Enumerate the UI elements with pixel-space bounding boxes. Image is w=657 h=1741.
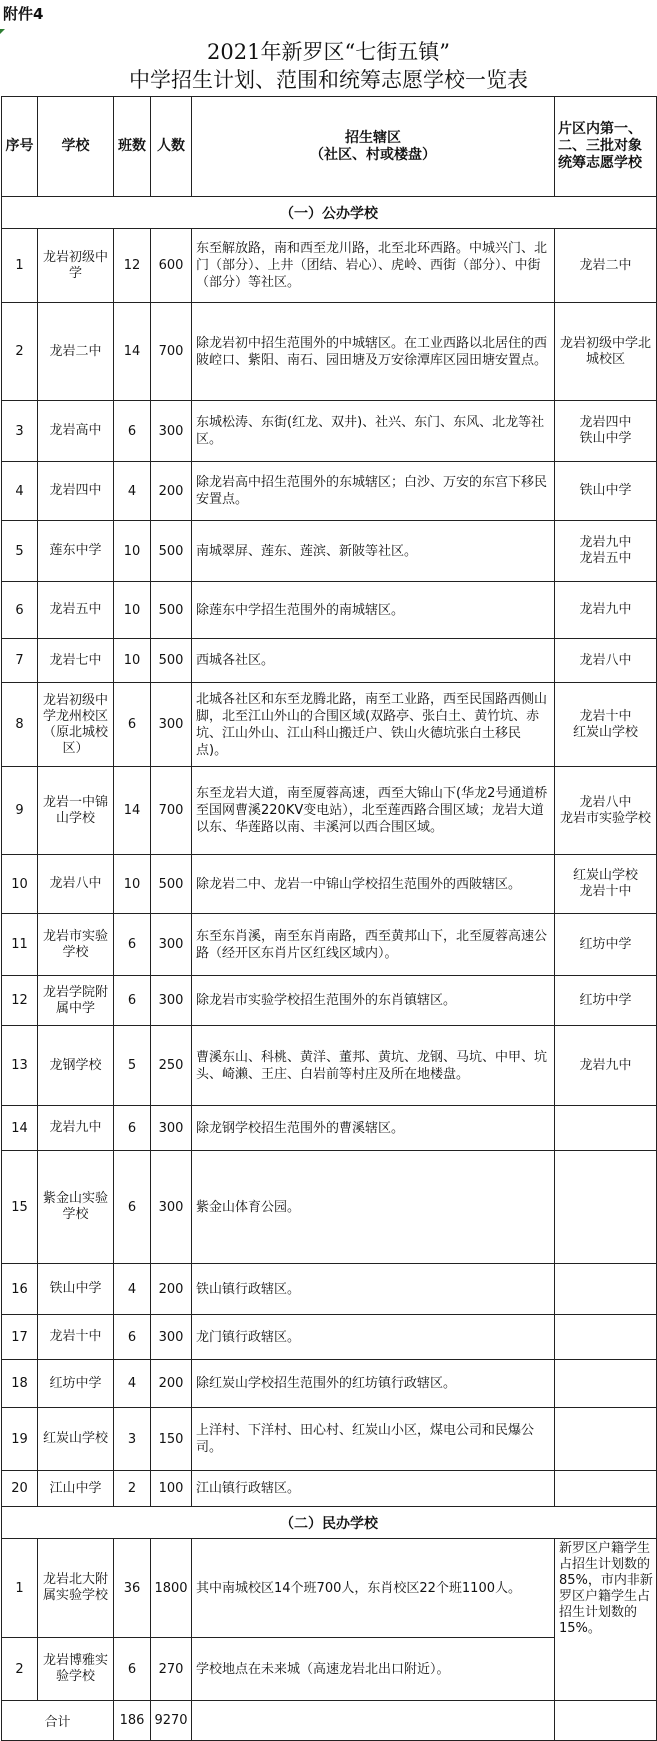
row-area: 铁山镇行政辖区。 xyxy=(192,1264,555,1315)
row-seq: 12 xyxy=(2,976,38,1026)
row-seq: 1 xyxy=(2,229,38,303)
row-seq: 11 xyxy=(2,914,38,976)
row-area: 除龙岩高中招生范围外的东城辖区；白沙、万安的东宫下移民安置点。 xyxy=(192,462,555,521)
row-area: 除红炭山学校招生范围外的红坊镇行政辖区。 xyxy=(192,1360,555,1408)
row-school: 铁山中学 xyxy=(38,1264,114,1315)
row-people: 300 xyxy=(151,976,192,1026)
row-seq: 4 xyxy=(2,462,38,521)
section-row-private xyxy=(2,1507,657,1539)
table-row xyxy=(2,1026,657,1106)
row-school: 龙岩一中锦山学校 xyxy=(38,767,114,855)
row-people: 150 xyxy=(151,1408,192,1471)
document-title-line-2: 中学招生计划、范围和统筹志愿学校一览表 xyxy=(129,68,528,92)
header-classes: 班数 xyxy=(114,97,151,197)
row-classes: 14 xyxy=(114,767,151,855)
row-area: 除龙钢学校招生范围外的曹溪辖区。 xyxy=(192,1106,555,1151)
table-row xyxy=(2,767,657,855)
header-people: 人数 xyxy=(151,97,192,197)
row-area: 北城各社区和东至龙腾北路，南至工业路，西至民国路西侧山脚，北至江山外山的合围区域(双路亭、张白土、黄竹坑、赤坑、江山外山、江山科山搬迁户、铁山火德坑张白土移民点)。 xyxy=(192,683,555,767)
row-people: 300 xyxy=(151,1106,192,1151)
row-school: 龙岩五中 xyxy=(38,582,114,639)
row-school: 龙岩博雅实验学校 xyxy=(38,1638,114,1701)
row-people: 200 xyxy=(151,1360,192,1408)
total-row xyxy=(2,1701,657,1741)
row-priority: 龙岩八中 xyxy=(555,639,657,683)
table-row xyxy=(2,683,657,767)
row-classes: 5 xyxy=(114,1026,151,1106)
enrollment-table xyxy=(1,96,657,1741)
row-school: 龙岩高中 xyxy=(38,401,114,462)
header-row xyxy=(2,97,657,197)
row-people: 700 xyxy=(151,767,192,855)
row-area: 南城翠屏、莲东、莲滨、新陂等社区。 xyxy=(192,521,555,582)
row-classes: 10 xyxy=(114,639,151,683)
row-seq: 10 xyxy=(2,855,38,914)
row-priority xyxy=(555,1360,657,1408)
row-area: 东至解放路，南和西至龙川路，北至北环西路。中城兴门、北门（部分）、上井（团结、岩心）、虎岭、西街（部分）、中街（部分）等社区。 xyxy=(192,229,555,303)
row-school: 紫金山实验学校 xyxy=(38,1151,114,1264)
row-classes: 3 xyxy=(114,1408,151,1471)
row-priority: 龙岩九中 龙岩五中 xyxy=(555,521,657,582)
private-priority-note: 新罗区户籍学生占招生计划数的85%，市内非新罗区户籍学生占招生计划数的15%。 xyxy=(555,1539,657,1701)
row-priority: 龙岩初级中学北城校区 xyxy=(555,303,657,401)
table-row xyxy=(2,1264,657,1315)
row-seq: 9 xyxy=(2,767,38,855)
row-people: 250 xyxy=(151,1026,192,1106)
row-area: 龙门镇行政辖区。 xyxy=(192,1315,555,1360)
row-priority: 龙岩四中 铁山中学 xyxy=(555,401,657,462)
row-priority: 铁山中学 xyxy=(555,462,657,521)
row-seq: 6 xyxy=(2,582,38,639)
table-row xyxy=(2,1151,657,1264)
row-school: 龙岩初级中学 xyxy=(38,229,114,303)
row-seq: 2 xyxy=(2,1638,38,1701)
row-area: 东至东肖溪，南至东肖南路，西至黄邦山下，北至厦蓉高速公路（经开区东肖片区红线区域内）。 xyxy=(192,914,555,976)
row-people: 500 xyxy=(151,855,192,914)
row-area: 东至龙岩大道，南至厦蓉高速，西至大锦山下(华龙2号通道桥至国网曹溪220KV变电站），北至莲西路合围区域；龙岩大道以东、华莲路以南、丰溪河以西合围区域。 xyxy=(192,767,555,855)
row-school: 龙岩二中 xyxy=(38,303,114,401)
row-people: 500 xyxy=(151,582,192,639)
table-row xyxy=(2,1539,657,1638)
table-row xyxy=(2,462,657,521)
row-area: 西城各社区。 xyxy=(192,639,555,683)
total-label: 合计 xyxy=(2,1701,114,1741)
row-people: 500 xyxy=(151,639,192,683)
row-classes: 6 xyxy=(114,1315,151,1360)
row-seq: 17 xyxy=(2,1315,38,1360)
row-classes: 10 xyxy=(114,855,151,914)
row-school: 江山中学 xyxy=(38,1471,114,1507)
row-priority: 龙岩二中 xyxy=(555,229,657,303)
row-seq: 14 xyxy=(2,1106,38,1151)
row-area: 学校地点在未来城（高速龙岩北出口附近）。 xyxy=(192,1638,555,1701)
table-row xyxy=(2,1360,657,1408)
row-seq: 8 xyxy=(2,683,38,767)
row-area: 除龙岩二中、龙岩一中锦山学校招生范围外的西陂辖区。 xyxy=(192,855,555,914)
header-school: 学校 xyxy=(38,97,114,197)
total-classes: 186 xyxy=(114,1701,151,1741)
row-priority: 龙岩九中 xyxy=(555,1026,657,1106)
row-priority: 龙岩八中 龙岩市实验学校 xyxy=(555,767,657,855)
table-row xyxy=(2,976,657,1026)
row-area: 东城松涛、东街(红龙、双井)、社兴、东门、东风、北龙等社区。 xyxy=(192,401,555,462)
row-classes: 6 xyxy=(114,1106,151,1151)
table-row xyxy=(2,521,657,582)
row-school: 莲东中学 xyxy=(38,521,114,582)
row-classes: 6 xyxy=(114,401,151,462)
row-people: 300 xyxy=(151,401,192,462)
row-people: 200 xyxy=(151,1264,192,1315)
row-seq: 1 xyxy=(2,1539,38,1638)
row-school: 龙岩七中 xyxy=(38,639,114,683)
row-classes: 6 xyxy=(114,1638,151,1701)
row-seq: 16 xyxy=(2,1264,38,1315)
row-priority xyxy=(555,1264,657,1315)
table-row xyxy=(2,1408,657,1471)
row-seq: 20 xyxy=(2,1471,38,1507)
row-school: 龙岩十中 xyxy=(38,1315,114,1360)
document-title-line-1: 2021年新罗区“七街五镇” xyxy=(207,40,450,64)
row-seq: 3 xyxy=(2,401,38,462)
row-area: 除龙岩市实验学校招生范围外的东肖镇辖区。 xyxy=(192,976,555,1026)
row-people: 100 xyxy=(151,1471,192,1507)
table-row xyxy=(2,914,657,976)
row-area: 曹溪东山、科桃、黄洋、董邦、黄坑、龙钢、马坑、中甲、坑头、崎濑、王庄、白岩前等村庄及所在地楼盘。 xyxy=(192,1026,555,1106)
total-people: 9270 xyxy=(151,1701,192,1741)
row-school: 龙岩初级中学龙州校区（原北城校区） xyxy=(38,683,114,767)
cell-comment-marker xyxy=(0,29,5,34)
row-classes: 10 xyxy=(114,521,151,582)
row-people: 700 xyxy=(151,303,192,401)
row-classes: 6 xyxy=(114,914,151,976)
row-priority: 红炭山学校 龙岩十中 xyxy=(555,855,657,914)
row-priority: 红坊中学 xyxy=(555,914,657,976)
row-people: 500 xyxy=(151,521,192,582)
row-area: 紫金山体育公园。 xyxy=(192,1151,555,1264)
table-row xyxy=(2,303,657,401)
row-classes: 10 xyxy=(114,582,151,639)
row-priority xyxy=(555,1408,657,1471)
row-classes: 36 xyxy=(114,1539,151,1638)
row-school: 龙岩八中 xyxy=(38,855,114,914)
row-school: 龙岩学院附属中学 xyxy=(38,976,114,1026)
row-people: 200 xyxy=(151,462,192,521)
table-row xyxy=(2,229,657,303)
table-row xyxy=(2,401,657,462)
row-people: 300 xyxy=(151,683,192,767)
section-title-public: （一）公办学校 xyxy=(2,197,657,229)
row-classes: 6 xyxy=(114,683,151,767)
row-seq: 13 xyxy=(2,1026,38,1106)
row-priority: 红坊中学 xyxy=(555,976,657,1026)
row-seq: 5 xyxy=(2,521,38,582)
row-priority xyxy=(555,1106,657,1151)
row-area: 江山镇行政辖区。 xyxy=(192,1471,555,1507)
table-row xyxy=(2,855,657,914)
row-school: 红炭山学校 xyxy=(38,1408,114,1471)
row-school: 龙岩九中 xyxy=(38,1106,114,1151)
header-seq: 序号 xyxy=(2,97,38,197)
table-row xyxy=(2,1106,657,1151)
row-seq: 19 xyxy=(2,1408,38,1471)
row-seq: 2 xyxy=(2,303,38,401)
row-school: 龙岩市实验学校 xyxy=(38,914,114,976)
row-school: 龙岩北大附属实验学校 xyxy=(38,1539,114,1638)
row-seq: 7 xyxy=(2,639,38,683)
row-area: 除莲东中学招生范围外的南城辖区。 xyxy=(192,582,555,639)
row-classes: 14 xyxy=(114,303,151,401)
row-seq: 18 xyxy=(2,1360,38,1408)
attachment-label: 附件4 xyxy=(3,5,44,23)
row-school: 红坊中学 xyxy=(38,1360,114,1408)
row-classes: 4 xyxy=(114,462,151,521)
table-row xyxy=(2,1471,657,1507)
total-area-empty xyxy=(192,1701,555,1741)
row-classes: 4 xyxy=(114,1264,151,1315)
row-area: 其中南城校区14个班700人，东肖校区22个班1100人。 xyxy=(192,1539,555,1638)
row-area: 除龙岩初中招生范围外的中城辖区。在工业西路以北居住的西陂崆口、紫阳、南石、园田塘及万安徐潭库区园田塘安置点。 xyxy=(192,303,555,401)
table-row xyxy=(2,1315,657,1360)
row-school: 龙岩四中 xyxy=(38,462,114,521)
row-classes: 2 xyxy=(114,1471,151,1507)
table-row xyxy=(2,582,657,639)
row-classes: 6 xyxy=(114,1151,151,1264)
row-school: 龙钢学校 xyxy=(38,1026,114,1106)
row-people: 1800 xyxy=(151,1539,192,1638)
row-people: 300 xyxy=(151,1151,192,1264)
row-people: 270 xyxy=(151,1638,192,1701)
row-people: 300 xyxy=(151,914,192,976)
row-classes: 12 xyxy=(114,229,151,303)
section-row-public xyxy=(2,197,657,229)
row-priority: 龙岩九中 xyxy=(555,582,657,639)
row-classes: 6 xyxy=(114,976,151,1026)
row-priority: 龙岩十中 红炭山学校 xyxy=(555,683,657,767)
header-priority: 片区内第一、二、三批对象统筹志愿学校 xyxy=(555,97,657,197)
row-seq: 15 xyxy=(2,1151,38,1264)
total-priority-empty xyxy=(555,1701,657,1741)
row-classes: 4 xyxy=(114,1360,151,1408)
row-people: 600 xyxy=(151,229,192,303)
row-people: 300 xyxy=(151,1315,192,1360)
table-row xyxy=(2,639,657,683)
row-priority xyxy=(555,1151,657,1264)
row-area: 上洋村、下洋村、田心村、红炭山小区，煤电公司和民爆公司。 xyxy=(192,1408,555,1471)
header-area: 招生辖区 （社区、村或楼盘） xyxy=(192,97,555,197)
row-priority xyxy=(555,1471,657,1507)
row-priority xyxy=(555,1315,657,1360)
section-title-private: （二）民办学校 xyxy=(2,1507,657,1539)
